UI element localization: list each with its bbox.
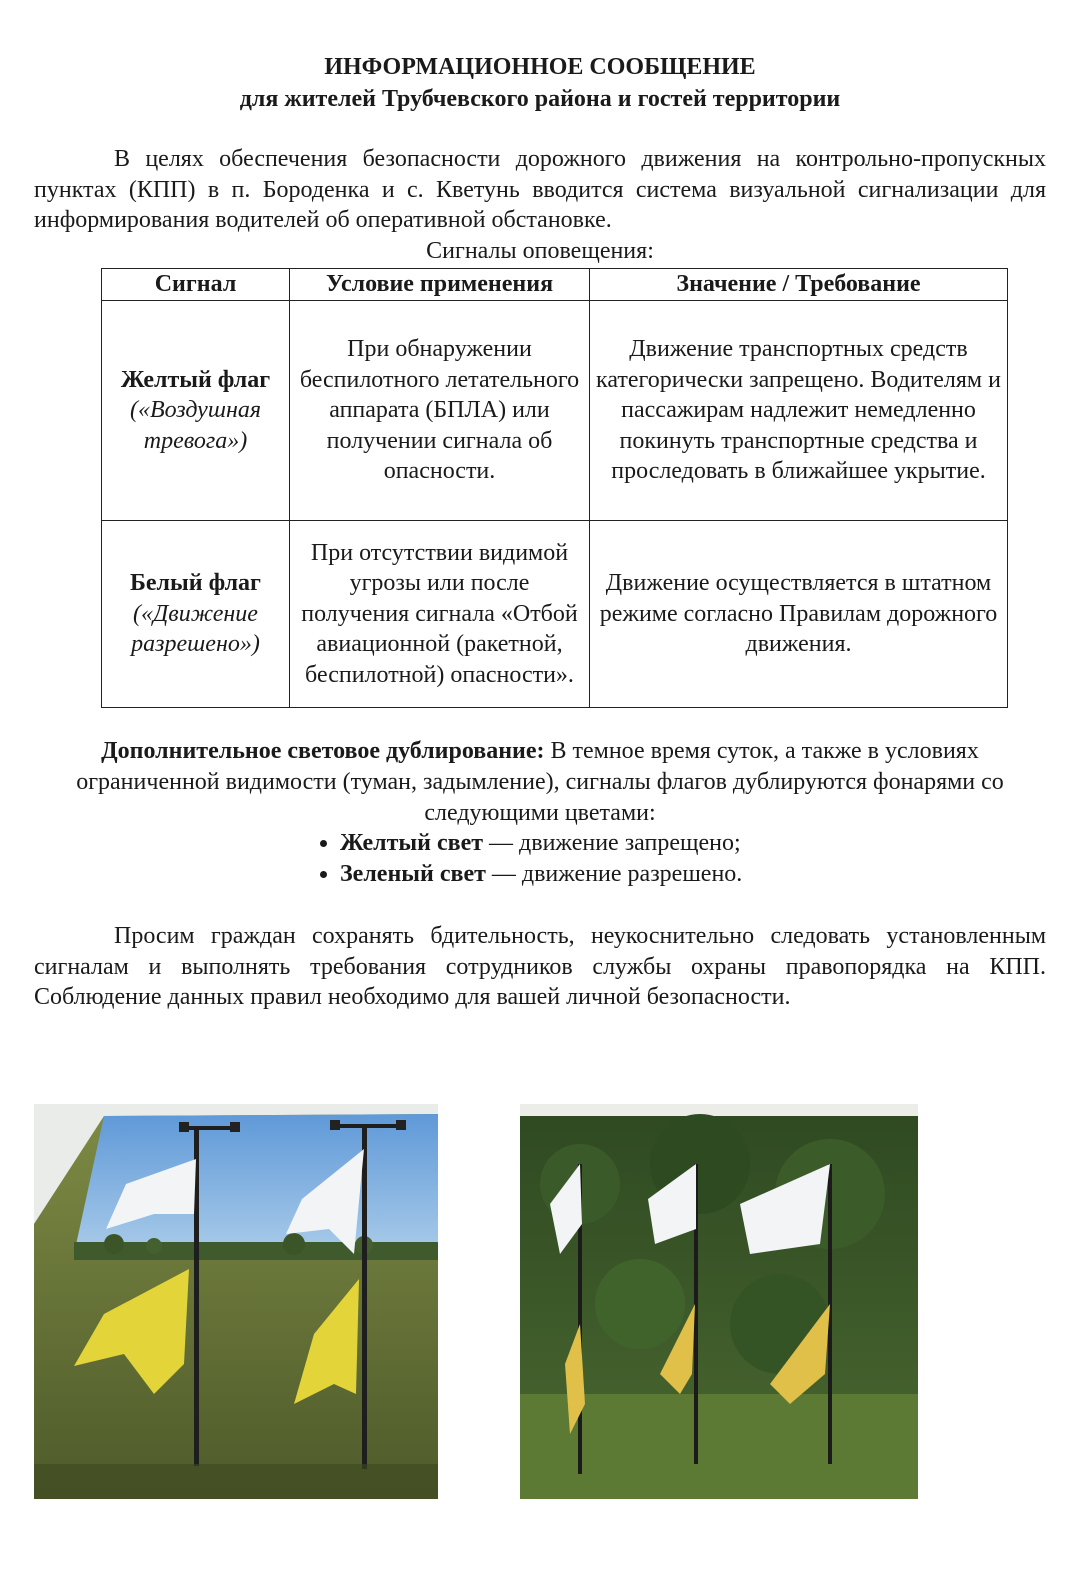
meaning-cell: Движение транспортных средств категорически запрещено. Водителям и пассажирам надлежит немедленно покинуть транспортные средства и проследовать в ближайшее укрытие.: [590, 301, 1008, 521]
header-signal: Сигнал: [102, 269, 290, 301]
light-desc: — движение разрешено.: [485, 861, 743, 887]
signals-table: [101, 268, 1008, 708]
meaning-cell: Движение осуществляется в штатном режиме согласно Правилам дорожного движения.: [590, 521, 1008, 708]
table-row-white-flag: [102, 521, 1008, 708]
header-meaning: Значение / Требование: [590, 269, 1008, 301]
light-name: Желтый свет: [340, 830, 484, 856]
intro-paragraph: В целях обеспечения безопасности дорожного движения на контрольно-пропускных пунктах (КПП) в п. Бороденка и с. Кветунь вводится система визуальной сигнализации для информирования водителей об оперативной обстановке.: [34, 146, 1046, 233]
lighting-lead: Дополнительное световое дублирование:: [101, 738, 545, 764]
lighting-list: [310, 828, 742, 890]
light-desc: — движение запрещено;: [483, 830, 741, 856]
photo-flags-bushes: [520, 1104, 918, 1499]
signal-cell: [102, 301, 290, 521]
header-condition: Условие применения: [290, 269, 590, 301]
document-subtitle: для жителей Трубчевского района и гостей территории: [239, 86, 841, 112]
lighting-paragraph: [34, 736, 1046, 829]
table-caption: Сигналы оповещения:: [426, 238, 654, 264]
list-item: [340, 859, 742, 890]
photo-flags-field: [34, 1104, 438, 1499]
signal-cell: [102, 521, 290, 708]
closing-paragraph: Просим граждан сохранять бдительность, неукоснительно следовать установленным сигналам и выполнять требования сотрудников службы охраны правопорядка на КПП. Соблюдение данных правил необходимо для вашей личной безопасности.: [34, 923, 1046, 1010]
light-name: Зеленый свет: [340, 861, 486, 887]
list-item: [340, 828, 742, 859]
signal-alias: («Воздушная тревога»): [129, 397, 262, 454]
lighting-text: В темное время суток, а также в условиях ограниченной видимости (туман, задымление), сигналы флагов дублируются фонарями со следующими цветами:: [76, 738, 1004, 826]
signal-alias: («Движение разрешено»): [131, 600, 260, 658]
condition-cell: При обнаружении беспилотного летательного аппарата (БПЛА) или получении сигнала об опасности.: [290, 301, 590, 521]
table-header-row: [102, 269, 1008, 301]
signal-name: Желтый флаг: [120, 366, 271, 393]
document-title: ИНФОРМАЦИОННОЕ СООБЩЕНИЕ: [324, 54, 756, 80]
table-row-yellow-flag: [102, 301, 1008, 521]
signal-name: Белый флаг: [130, 570, 261, 597]
condition-cell: При отсутствии видимой угрозы или после получения сигнала «Отбой авиационной (ракетной, беспилотной) опасности».: [290, 521, 590, 708]
